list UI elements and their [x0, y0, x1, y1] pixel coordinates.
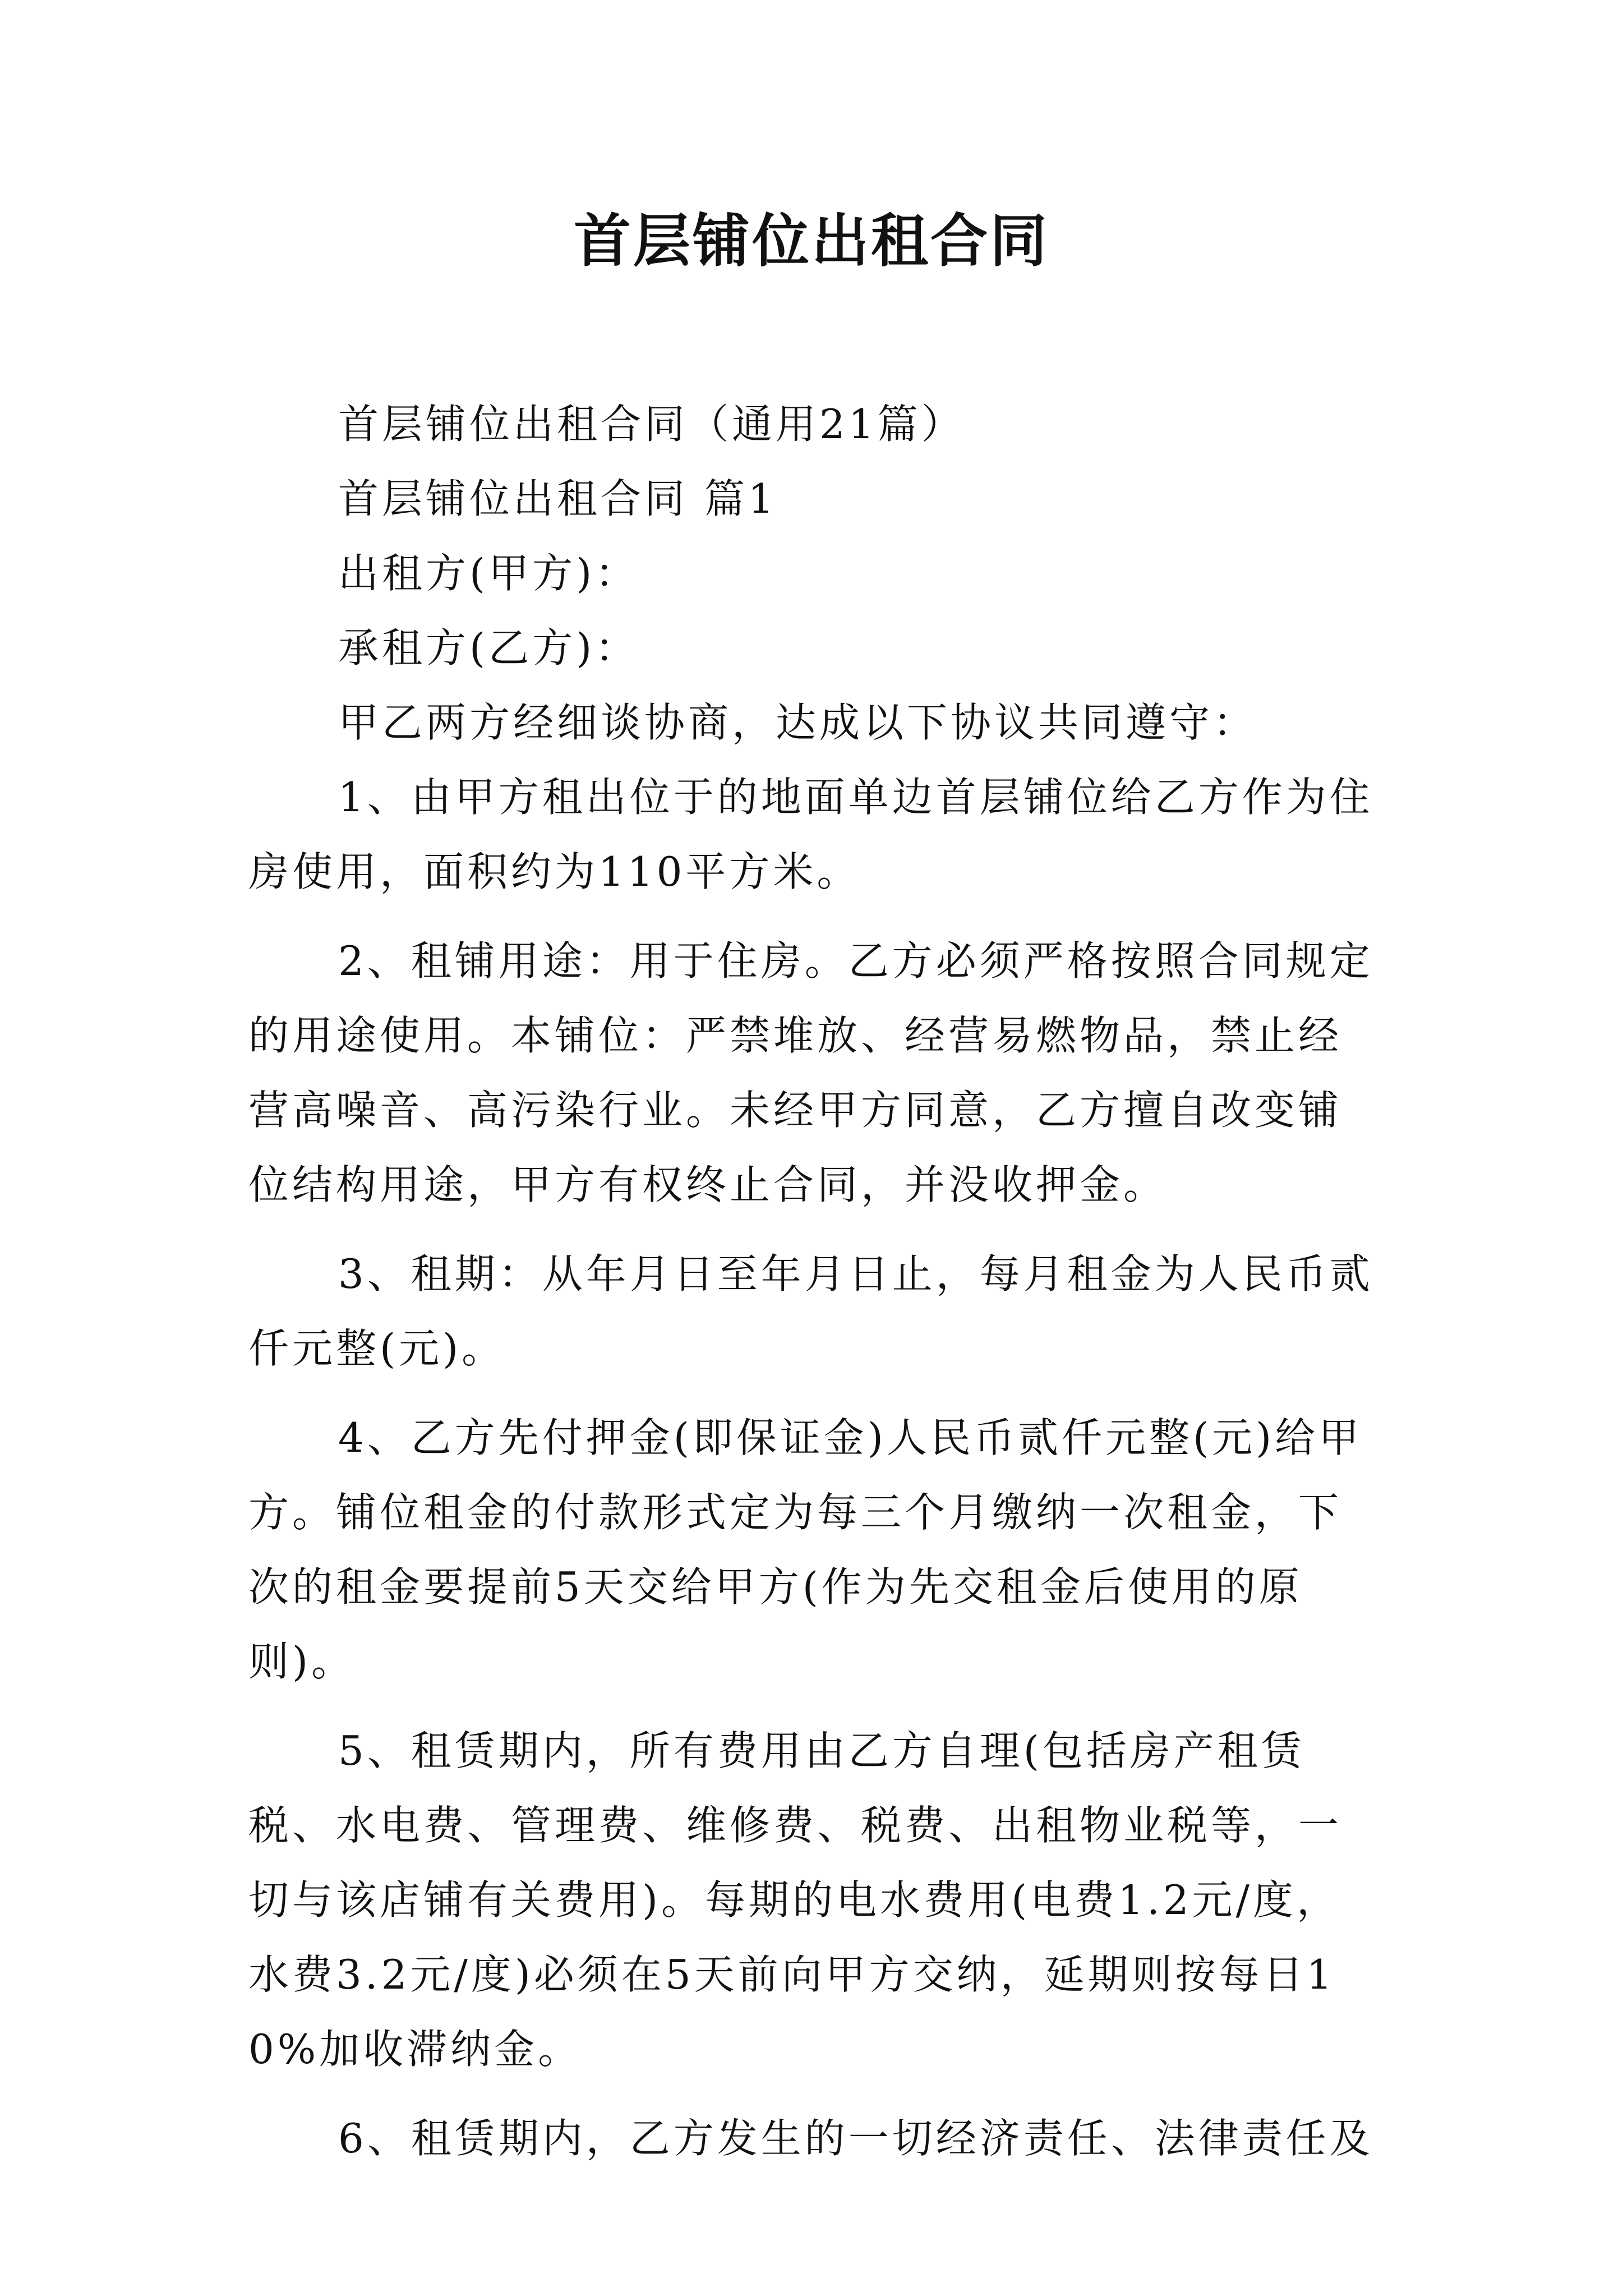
document-title: 首层铺位出租合同 [574, 208, 1049, 275]
paragraph-subtitle: 首层铺位出租合同（通用21篇） [338, 401, 965, 448]
paragraph-lessor: 出租方(甲方)： [338, 550, 639, 597]
paragraph-lessee: 承租方(乙方)： [338, 624, 639, 671]
clause-5: 5、租赁期内，所有费用由乙方自理(包括房产租赁税、水电费、管理费、维修费、税费、出租物业税等，一切与该店铺有关费用)。每期的电水费用(电费1.2元/度，水费3.2元/度)必须在5天前向甲方交纳，延期则按每日10%加收滞纳金。 [248, 1727, 1343, 2073]
clause-6: 6、租赁期内，乙方发生的一切经济责任、法律责任及 [338, 2115, 1373, 2162]
clause-4: 4、乙方先付押金(即保证金)人民币贰仟元整(元)给甲方。铺位租金的付款形式定为每三个月缴纳一次租金，下次的租金要提前5天交给甲方(作为先交租金后使用的原则)。 [248, 1414, 1363, 1685]
paragraph-part-heading: 首层铺位出租合同 篇1 [338, 475, 777, 522]
clause-3: 3、租期：从年月日至年月日止，每月租金为人民币贰仟元整(元)。 [248, 1250, 1373, 1372]
paragraph-intro: 甲乙两方经细谈协商，达成以下协议共同遵守： [338, 699, 1257, 746]
document-body [248, 387, 1377, 2176]
clause-2: 2、租铺用途：用于住房。乙方必须严格按照合同规定的用途使用。本铺位：严禁堆放、经营易燃物品，禁止经营高噪音、高污染行业。未经甲方同意，乙方擅自改变铺位结构用途，甲方有权终止合同，并没收押金。 [248, 937, 1373, 1208]
clause-1: 1、由甲方租出位于的地面单边首层铺位给乙方作为住房使用，面积约为110平方米。 [248, 774, 1373, 895]
